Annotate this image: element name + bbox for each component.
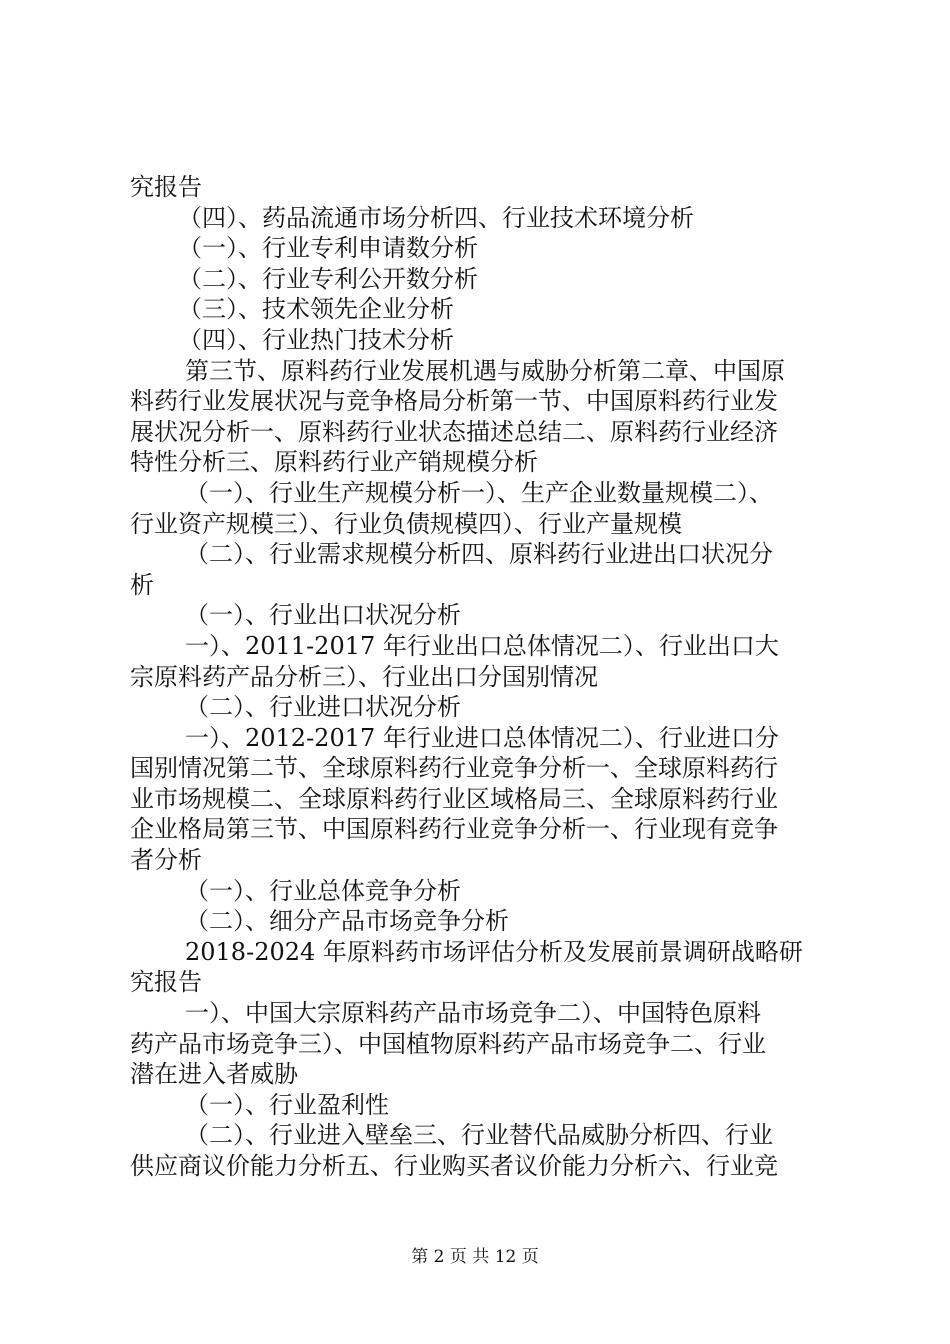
text-line: （一）、行业生产规模分析一）、生产企业数量规模二）、: [185, 478, 773, 507]
text-line: 析: [130, 570, 154, 599]
text-line: （二）、行业进口状况分析: [185, 693, 461, 722]
text-line: 业市场规模二、全球原料药行业区域格局三、全球原料药行业: [130, 784, 778, 813]
text-line: 供应商议价能力分析五、行业购买者议价能力分析六、行业竞: [130, 1152, 778, 1180]
text-line: 潜在进入者威胁: [130, 1060, 298, 1089]
text-line: （一）、行业总体竞争分析: [185, 876, 461, 905]
text-line: 药产品市场竞争三）、中国植物原料药产品市场竞争二、行业: [130, 1029, 766, 1058]
text-line: 究报告: [130, 968, 202, 997]
text-line: 宗原料药产品分析三）、行业出口分国别情况: [130, 662, 598, 691]
text-line: 2018-2024 年原料药市场评估分析及发展前景调研战略研: [185, 937, 803, 966]
text-line: 一）、2011-2017 年行业出口总体情况二）、行业出口大: [185, 631, 779, 660]
text-line: （三）、技术领先企业分析: [178, 295, 454, 324]
text-line: 一）、中国大宗原料药产品市场竞争二）、中国特色原料: [185, 999, 761, 1028]
text-line: 特性分析三、原料药行业产销规模分析: [130, 448, 538, 477]
text-line: （二）、细分产品市场竞争分析: [185, 907, 509, 936]
text-line: 料药行业发展状况与竞争格局分析第一节、中国原料药行业发: [130, 387, 778, 416]
text-line: （一）、行业专利申请数分析: [178, 234, 478, 263]
text-line: （一）、行业出口状况分析: [185, 601, 461, 630]
text-line: 行业资产规模三）、行业负债规模四）、行业产量规模: [130, 509, 682, 538]
text-line: 展状况分析一、原料药行业状态描述总结二、原料药行业经济: [130, 417, 778, 446]
page-footer: 第 2 页 共 12 页: [411, 1247, 539, 1267]
text-line: 究报告: [130, 173, 202, 201]
text-line: 一）、2012-2017 年行业进口总体情况二）、行业进口分: [185, 723, 779, 752]
text-line: 企业格局第三节、中国原料药行业竞争分析一、行业现有竞争: [130, 815, 778, 844]
text-line: （一）、行业盈利性: [185, 1090, 389, 1119]
text-line: 者分析: [130, 846, 202, 875]
text-line: 国别情况第二节、全球原料药行业竞争分析一、全球原料药行: [130, 754, 778, 783]
text-line: （二）、行业专利公开数分析: [178, 264, 478, 293]
text-line: （四）、行业热门技术分析: [178, 325, 454, 354]
text-line: （四）、药品流通市场分析四、行业技术环境分析: [178, 203, 694, 232]
text-line: （二）、行业需求规模分析四、原料药行业进出口状况分: [185, 540, 773, 569]
text-line: 第三节、原料药行业发展机遇与威胁分析第二章、中国原: [185, 356, 785, 385]
document-body: [130, 172, 830, 1182]
text-line: （二）、行业进入壁垒三、行业替代品威胁分析四、行业: [185, 1121, 773, 1150]
